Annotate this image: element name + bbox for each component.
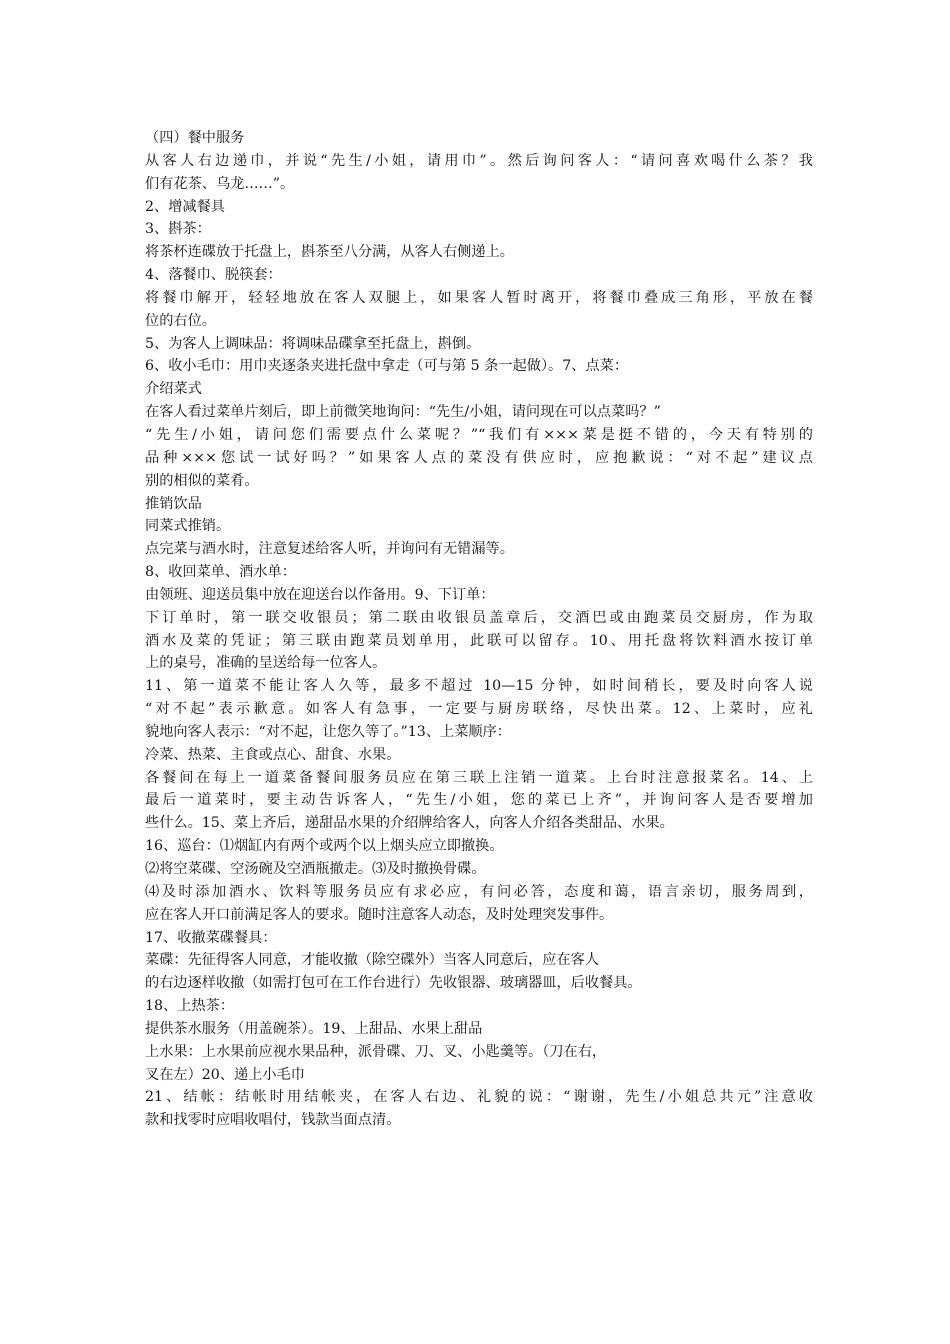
text-line: 位的右位。: [145, 312, 216, 329]
text-line: 菜碟：先征得客人同意，才能收撤（除空碟外）当客人同意后，应在客人: [145, 952, 600, 969]
text-line: 冷菜、热菜、主食或点心、甜食、水果。: [145, 746, 401, 763]
text-line: 在客人看过菜单片刻后，即上前微笑地询问：“先生/小姐，请问现在可以点菜吗？”: [145, 404, 661, 421]
text-line: 6、收小毛巾：用巾夹逐条夹进托盘中拿走（可与第 5 条一起做）。7、点菜：: [145, 358, 629, 375]
text-line: 由领班、迎送员集中放在迎送台以作备用。9、下订单：: [145, 586, 495, 603]
text-line: 上水果：上水果前应视水果品种，派骨碟、刀、叉、小匙羹等。（刀在右，: [145, 1043, 607, 1060]
text-line: 的右边逐样收撤（如需打包可在工作台进行）先收银器、玻璃器皿，后收餐具。: [145, 975, 642, 992]
text-line: ⑵将空菜碟、空汤碗及空酒瓶撤走。⑶及时撤换骨碟。: [145, 861, 486, 877]
text-line: 应在客人开口前满足客人的要求。随时注意客人动态，及时处理突发事件。: [145, 906, 614, 923]
text-line: 提供茶水服务（用盖碗茶）。19、上甜品、水果上甜品: [145, 1020, 483, 1037]
text-line: 4、落餐巾、脱筷套：: [145, 267, 282, 284]
text-line: 各餐间在每上一道菜备餐间服务员应在第三联上注销一道菜。上台时注意报菜名。14、上: [145, 769, 813, 786]
text-line: 将餐巾解开，轻轻地放在客人双腿上，如果客人暂时离开，将餐巾叠成三角形，平放在餐: [145, 289, 813, 306]
document-body: [145, 127, 813, 1132]
text-line: 品种×××您试一试好吗？”如果客人点的菜没有供应时，应抱歉说：“对不起”建议点: [145, 449, 813, 466]
text-line: 21、结帐：结帐时用结帐夹，在客人右边、礼貌的说：“谢谢，先生/小姐总共元”注意收: [145, 1089, 813, 1106]
text-line: 从客人右边递巾，并说“先生/小姐，请用巾”。然后询问客人：“请问喜欢喝什么茶？我: [145, 152, 813, 169]
text-line: 17、收撤菜碟餐具：: [145, 929, 277, 946]
text-line: 11、第一道菜不能让客人久等，最多不超过 10—15 分钟，如时间稍长，要及时向客人说: [145, 678, 813, 695]
text-line: 将茶杯连碟放于托盘上，斟茶至八分满，从客人右侧递上。: [145, 244, 514, 261]
text-line: 5、为客人上调味品：将调味品碟拿至托盘上，斟倒。: [145, 335, 481, 352]
text-line: 叉在左）20、递上小毛巾: [145, 1066, 305, 1083]
text-line: 8、收回菜单、酒水单：: [145, 564, 296, 581]
text-line: 16、巡台：⑴烟缸内有两个或两个以上烟头应立即撤换。: [145, 838, 504, 855]
text-line: 18、上热茶：: [145, 998, 234, 1015]
text-line: 下订单时，第一联交收银员；第二联由收银员盖章后，交酒巴或由跑菜员交厨房，作为取: [145, 609, 813, 626]
text-line: （四）餐中服务: [145, 130, 245, 146]
text-line: ⑷及时添加酒水、饮料等服务员应有求必应，有问必答，态度和蔼，语言亲切，服务周到，: [145, 883, 813, 900]
text-line: 3、斟茶：: [145, 221, 211, 238]
text-line: 酒水及菜的凭证；第三联由跑菜员划单用，此联可以留存。10、用托盘将饮料酒水按订单: [145, 632, 813, 649]
text-line: 点完菜与酒水时，注意复述给客人听，并询问有无错漏等。: [145, 541, 514, 558]
text-line: 款和找零时应唱收唱付，钱款当面点清。: [145, 1112, 401, 1129]
text-line: 最后一道菜时，要主动告诉客人，“先生/小姐，您的菜已上齐”，并询问客人是否要增加: [145, 792, 813, 809]
text-line: 些什么。15、菜上齐后，递甜品水果的介绍牌给客人，向客人介绍各类甜品、水果。: [145, 815, 674, 832]
text-line: 推销饮品: [145, 495, 202, 512]
text-line: 上的桌号，准确的呈送给每一位客人。: [145, 655, 387, 672]
text-line: 貌地向客人表示：“对不起，让您久等了。”13、上菜顺序：: [145, 723, 511, 740]
text-line: 介绍菜式: [145, 381, 202, 398]
text-line: 同菜式推销。: [145, 518, 231, 535]
text-line: “先生/小姐，请问您们需要点什么菜呢？”“我们有×××菜是挺不错的，今天有特别的: [145, 426, 813, 443]
text-line: “对不起”表示歉意。如客人有急事，一定要与厨房联络，尽快出菜。12、上菜时，应礼: [145, 701, 813, 718]
text-line: 们有花茶、乌龙……”。: [145, 175, 295, 192]
text-line: 2、增减餐具: [145, 198, 225, 215]
text-line: 别的相似的菜肴。: [145, 472, 259, 489]
